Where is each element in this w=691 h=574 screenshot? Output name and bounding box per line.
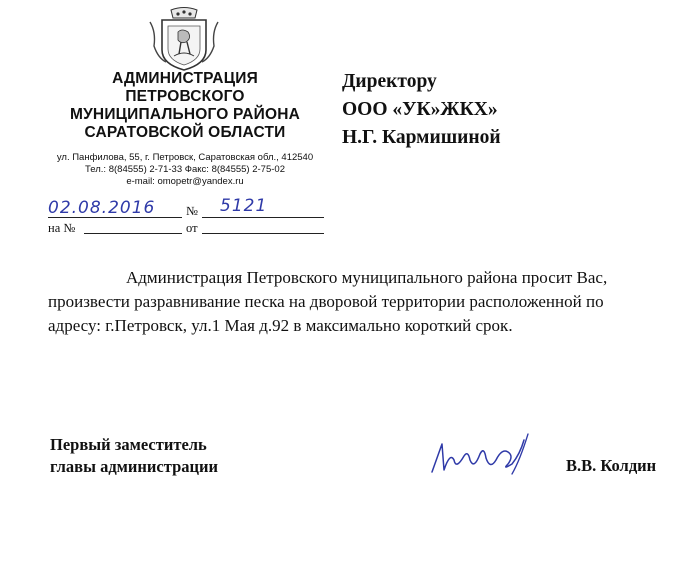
org-line: МУНИЦИПАЛЬНОГО РАЙОНА (69, 106, 301, 123)
signatory-title-line: Первый заместитель (50, 435, 207, 454)
org-line: ПЕТРОВСКОГО (125, 88, 245, 105)
ref-line (84, 233, 182, 234)
coat-of-arms-icon (148, 6, 220, 72)
number-line (202, 217, 324, 218)
date-line (48, 217, 182, 218)
from-label: от (186, 221, 198, 235)
ref-label: на № (48, 221, 76, 235)
org-line: АДМИНИСТРАЦИЯ (112, 70, 258, 87)
body-line: адресу: г.Петровск, ул.1 Мая д.92 в максимально короткий срок. (48, 316, 513, 335)
signatory-name: В.В. Колдин (566, 456, 657, 475)
recipient-block (342, 68, 501, 152)
address-line: Тел.: 8(84555) 2-71-33 Факс: 8(84555) 2-75-02 (85, 164, 285, 175)
org-line: САРАТОВСКОЙ ОБЛАСТИ (84, 124, 286, 141)
org-address (40, 152, 330, 188)
address-line: e-mail: omopetr@yandex.ru (126, 176, 244, 187)
signatory-title-line: главы администрации (50, 457, 219, 476)
recipient-line: Н.Г. Кармишиной (342, 127, 501, 148)
signature-icon (424, 430, 534, 480)
org-name (40, 70, 330, 142)
registration-date: 02.08.2016 (48, 198, 156, 218)
body-line: Администрация Петровского муниципального района просит Вас, (126, 268, 608, 287)
registration-number: 5121 (220, 196, 268, 216)
number-label: № (186, 204, 198, 218)
recipient-line: Директору (342, 71, 437, 92)
signatory-title (50, 434, 218, 478)
address-line: ул. Панфилова, 55, г. Петровск, Саратовская обл., 412540 (56, 152, 314, 163)
recipient-line: ООО «УК»ЖКХ» (342, 99, 498, 120)
body-line: произвести разравнивание песка на дворовой территории расположенной по (48, 292, 604, 311)
from-line (202, 233, 324, 234)
